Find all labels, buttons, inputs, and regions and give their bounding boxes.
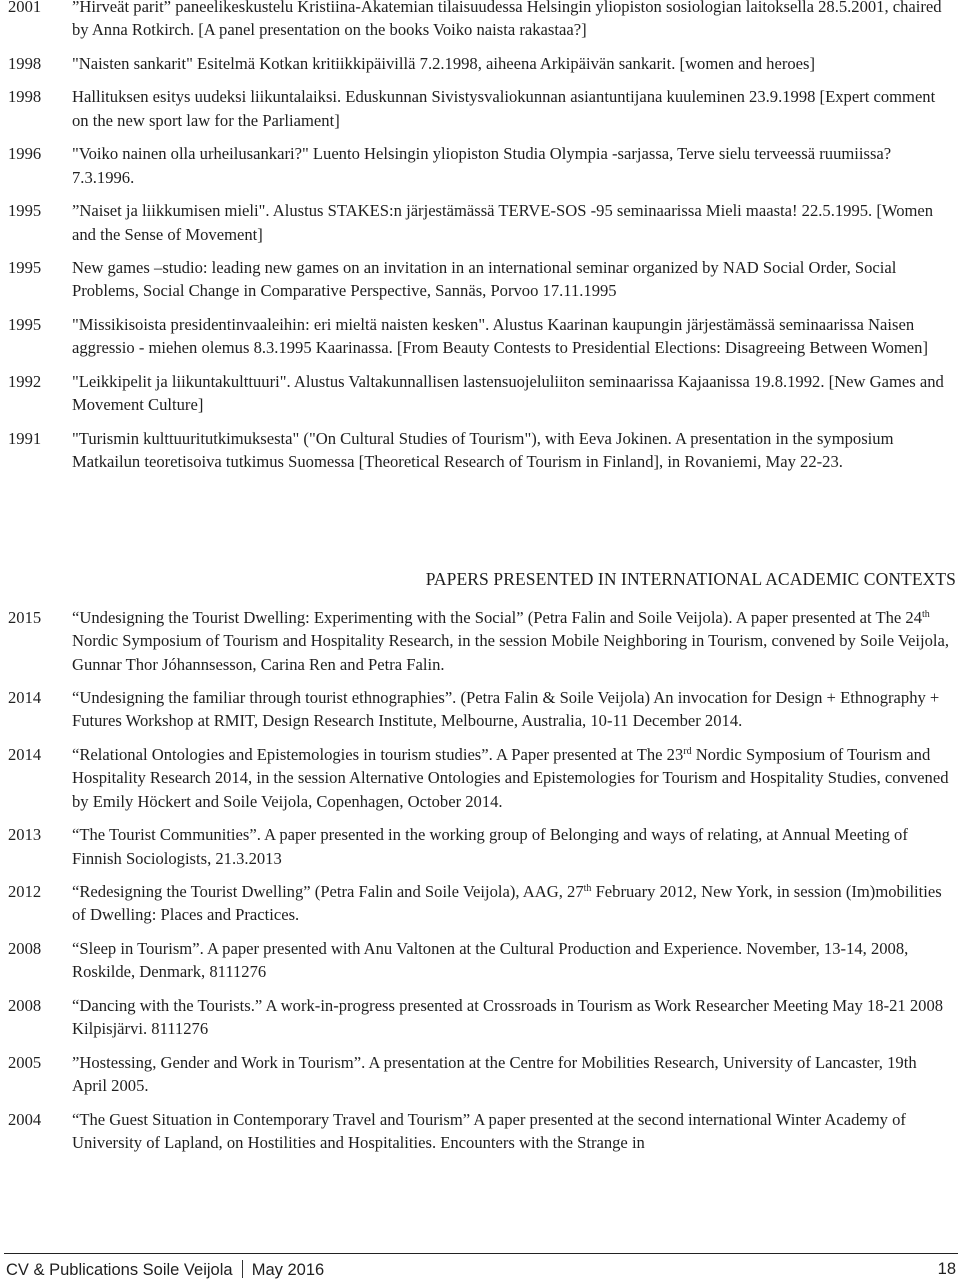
entry-text-rest: February 2012, New York, in session (Im)mobilities of Dwelling: Places and Practices. [72, 882, 942, 925]
entry-year: 1992 [8, 371, 42, 391]
list-item [8, 743, 954, 813]
footer-date: May 2016 [251, 1261, 325, 1279]
list-item [8, 52, 954, 75]
list-item [8, 142, 954, 189]
entry-text [72, 1108, 954, 1155]
entry-year: 2004 [8, 1109, 42, 1129]
entry-text-main: “Sleep in Tourism”. A paper presented with Anu Valtonen at the Cultural Production and Experience. November, 13-14, 2008, Roskilde, Denmark, 8111276 [72, 939, 909, 982]
entry-text-main: “Redesigning the Tourist Dwelling” (Petra Falin and Soile Veijola), AAG, 27 [72, 882, 584, 902]
entry-year: 2015 [8, 608, 42, 627]
list-item [8, 880, 954, 927]
ordinal-suffix: th [583, 883, 592, 895]
entry-text: ”Naiset ja liikkumisen mieli". Alustus STAKES:n järjestämässä TERVE-SOS -95 seminaarissa Mieli maasta! 22.5.1995. [Women and the Sense of Movement] [72, 201, 934, 244]
entry-text-main: “The Guest Situation in Contemporary Travel and Tourism” A paper presented at the second international Winter Academy of University of Lapland, on Hostilities and Hospitalities. Encounters with the Strange in [72, 1109, 906, 1153]
entry-text: ”Hirveät parit” paneelikeskustelu Kristiina-Akatemian tilaisuudessa Helsingin yliopiston sosiologian laitoksella 28.5.2001, chaired by Anna Rotkirch. [A panel presentation on the books Voiko naista rakastaa?] [72, 0, 942, 40]
entry-text-main: “The Tourist Communities”. A paper presented in the working group of Belonging and ways of relating, at Annual Meeting of Finnish Sociologists, 21.3.2013 [72, 825, 908, 868]
entry-text [72, 880, 954, 927]
entry-text [72, 686, 954, 733]
footer-rule [4, 1253, 958, 1254]
ordinal-suffix: th [922, 609, 930, 620]
list-item [8, 85, 954, 132]
entry-year: 1996 [8, 144, 42, 164]
entry-year: 1991 [8, 428, 42, 448]
entry-year: 2001 [8, 0, 42, 16]
entry-text: "Naisten sankarit" Esitelmä Kotkan kritiikkipäivillä 7.2.1998, aiheena Arkipäivän sankarit. [women and heroes] [72, 53, 816, 73]
entry-year: 2012 [8, 882, 42, 902]
entry-text-rest: Nordic Symposium of Tourism and Hospitality Research, in the session Mobile Neighboring in Tourism, convened by Soile Veijola, Gunnar Thor Jóhannsesson, Carina Ren and Petra Falin. [72, 631, 950, 674]
entry-text-main: “Dancing with the Tourists.” A work-in-progress presented at Crossroads in Tourism as Work Researcher Meeting May 18-21 2008 Kilpisjärvi. 8111276 [72, 995, 944, 1039]
entry-text-main: ”Hostessing, Gender and Work in Tourism”. A presentation at the Centre for Mobilities Research, University of Lancaster, 19th April 2005. [72, 1052, 917, 1096]
section-heading: PAPERS PRESENTED IN INTERNATIONAL ACADEMIC CONTEXTS [425, 569, 956, 589]
entry-year: 2005 [8, 1052, 42, 1072]
entry-year: 1998 [8, 53, 42, 73]
presentations-list [8, 0, 954, 484]
footer-separator [242, 1260, 243, 1278]
list-item [8, 1051, 954, 1098]
entry-text: New games –studio: leading new games on an invitation in an international seminar organized by NAD Social Order, Social Problems, Social Change in Comparative Perspective, Sannäs, Porvoo 17.11.1995 [72, 258, 897, 301]
list-item [8, 823, 954, 870]
entry-text: "Leikkipelit ja liikuntakulttuuri". Alustus Valtakunnallisen lastensuojeluliiton seminaarissa Kajaanissa 19.8.1992. [New Games and Movement Culture] [72, 371, 944, 415]
list-item [8, 256, 954, 303]
entry-text [72, 994, 954, 1041]
page-number: 18 [937, 1260, 956, 1278]
entry-text [72, 823, 954, 870]
entry-year: 2008 [8, 995, 42, 1015]
list-item [8, 994, 954, 1041]
entry-year: 2013 [8, 825, 42, 845]
entry-year: 2014 [8, 688, 42, 708]
entry-year: 2014 [8, 745, 42, 765]
entry-text-main: “Undesigning the familiar through tourist ethnographies”. (Petra Falin & Soile Veijola) An invocation for Design + Ethnography + Futures Workshop at RMIT, Design Research Institute, Melbourne, Australia, 10-11 December 2014. [72, 688, 940, 731]
entry-text-main: “Relational Ontologies and Epistemologies in tourism studies”. A Paper presented at The 23 [72, 745, 684, 765]
list-item [8, 937, 954, 984]
entry-text-main: “Undesigning the Tourist Dwelling: Experimenting with the Social” (Petra Falin and Soile Veijola). A paper presented at The 24 [72, 608, 923, 627]
list-item [8, 427, 954, 474]
list-item [8, 606, 954, 676]
list-item [8, 199, 954, 246]
list-item [8, 1108, 954, 1155]
entry-year: 1998 [8, 87, 42, 107]
entry-text: "Turismin kulttuuritutkimuksesta" ("On Cultural Studies of Tourism"), with Eeva Jokinen. A presentation in the symposium Matkailun teoretisoiva tutkimus Suomessa [Theoretical Research of Tourism in Finland], in Rovaniemi, May 22-23. [72, 428, 894, 472]
entry-year: 1995 [8, 201, 42, 221]
list-item [8, 686, 954, 733]
entry-text: "Voiko nainen olla urheilusankari?" Luento Helsingin yliopiston Studia Olympia -sarjassa, Terve sielu terveessä ruumiissa? 7.3.1996. [72, 144, 892, 187]
entry-text: "Missikisoista presidentinvaaleihin: eri mieltä naisten kesken". Alustus Kaarinan kaupungin järjestämässä seminaarissa Naisen aggressio - miehen olemus 8.3.1995 Kaarinassa. [From Beauty Contests to Presidential Elections: Disagreeing Between Women] [72, 315, 928, 358]
entry-text [72, 1051, 954, 1098]
entry-text [72, 743, 954, 813]
entry-text: Hallituksen esitys uudeksi liikuntalaiksi. Eduskunnan Sivistysvaliokunnan asiantuntijana kuuleminen 23.9.1998 [Expert comment on the new sport law for the Parliament] [72, 87, 936, 130]
list-item [8, 313, 954, 360]
papers-list [8, 606, 954, 1165]
entry-text [72, 606, 954, 676]
entry-text [72, 937, 954, 984]
entry-year: 1995 [8, 258, 42, 278]
list-item [8, 0, 954, 42]
ordinal-suffix: rd [683, 746, 692, 758]
entry-year: 1995 [8, 315, 42, 335]
footer-left [6, 1260, 324, 1280]
list-item [8, 370, 954, 417]
page-footer [6, 1260, 956, 1282]
entry-year: 2008 [8, 939, 42, 959]
footer-title: CV & Publications Soile Veijola [6, 1261, 233, 1279]
entry-text-rest: Nordic Symposium of Tourism and Hospitality Research 2014, in the session Alternative Ontologies and Epistemologies for Tourism and Hospitality Studies, convened by Emily Höckert and Soile Veijola, Copenhagen, October 2014. [72, 745, 949, 811]
